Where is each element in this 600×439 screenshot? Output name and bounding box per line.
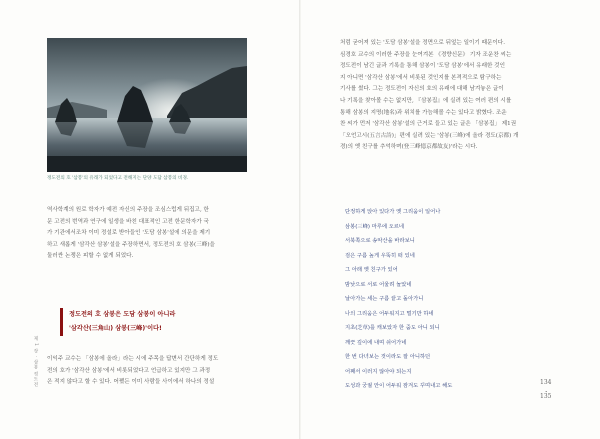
page-number-right: 135 [540,393,552,400]
poem-line: 어째서 이러지 않아야 되는지 [345,368,412,375]
poem-line: 나의 그리움은 어두워지고 멀기만 하네 [345,310,434,317]
poem-block [345,205,555,394]
page-number-left: 134 [540,379,552,386]
poem-line: 지초(芝草)를 캐보았자 한 줌도 아니 되니 [345,325,440,331]
page-number-separator: • [545,389,548,394]
page-gutter [299,0,301,439]
section-subheading [60,308,260,336]
poem-line: 날아가는 세는 구름 끝고 돌아가니 [345,296,424,302]
photo-caption: 정도전의 호 '삼봉'의 유래가 되었다고 전해지는 단양 도담 삼봉의 비경. [47,176,189,181]
poem-line: 그 아래 옛 친구가 있어 [345,267,398,273]
poem-line: 깨끗 깊이에 내며 쉬어가네 [345,339,407,346]
subheading-line-2: '삼각산(三角山) 삼봉(三峰)'이다! [60,322,260,336]
poem-line: 한 번 다녀보는 것이라도 잘 아니하던 [345,354,431,360]
poem-line: 단정하게 앉아 있다가 옛 그리움이 일어나 [345,209,441,215]
poem-line: 검은 구름 높게 우뚝히 떠 있네 [345,252,415,259]
left-paragraph-1: 역사학계의 원로 학자가 예전 자신의 주장을 조심스럽게 뒤집고, 한 문 고전의 번역과 연구에 일생을 바친 대표적인 고전 한문학자가 국 가 기관에서조차 이미 정설로 받아들인 '도담 삼봉'설에 의문을 제기 하고 새롭게 '삼각산 삼봉'설을 주장하면서, 정도전의 호 삼봉(三峰)을 둘러싼 논쟁은 피할 수 없게 되었다. [47,207,215,260]
subheading-line-1: 정도전의 호 삼봉은 도담 삼봉이 아니라 [60,308,260,322]
poem-line: 삼봉(三峰) 마루에 오르네 [345,223,405,230]
right-paragraph: 처럼 굳어져 있는 '도담 삼봉'설을 정면으로 뒤엎는 일이기 때문이다. 심경호 교수의 이러한 주장을 눈여겨본 《경향신문》 기자 조운찬 씨는 정도전이 남긴 글과 기록을 통해 삼봉이 '도담 삼봉'에서 유래한 것인 지 아니면 '삼각산 삼봉'에서 비롯된 것인지를 본격적으로 탐구하는 기사를 썼다. 그는 정도전이 자신의 호의 유래에 대해 남겨놓은 글이 나 기록을 찾아볼 수는 없지만, 『삼봉집』에 실려 있는 여러 편의 시를 통해 삼봉의 지명(地名)과 위치를 가늠해볼 수는 있다고 밝혔다. 조운 찬 씨가 먼저 '삼각산 삼봉'설의 근거로 들고 있는 글은 「삼봉집」 제1권 「오언고시(五言古詩)」편에 실려 있는 '삼봉(三峰)에 올라 경도(京都) 개 경)의 옛 친구를 추억하며(登三峰憶京都故友)'라는 시다. [340,40,519,151]
dodam-sambong-photo [47,38,247,172]
poem-line: 서북쪽으로 송악산을 바라보니 [345,238,415,244]
running-title-vertical: 제 1 장 · 삼봉 정도전 [33,336,38,387]
poem-line: 밤낮으로 서로 어울려 놀았네 [345,281,412,288]
poem-line: 도성과 궁궐 안이 어두워 잠겨도 꾸며내고 해도 [345,383,453,389]
left-paragraph-2: 이익주 교수는 「삼봉에 올라」라는 시에 주목을 답변서 간단하게 정도 전의 호가 '삼각산 삼봉'에서 비롯되었다고 언급하고 있지만 그 과정 은 적지 않다고 할 수 있다. 어쨌든 이미 사람들 사이에서 하나의 정설 [47,356,219,386]
